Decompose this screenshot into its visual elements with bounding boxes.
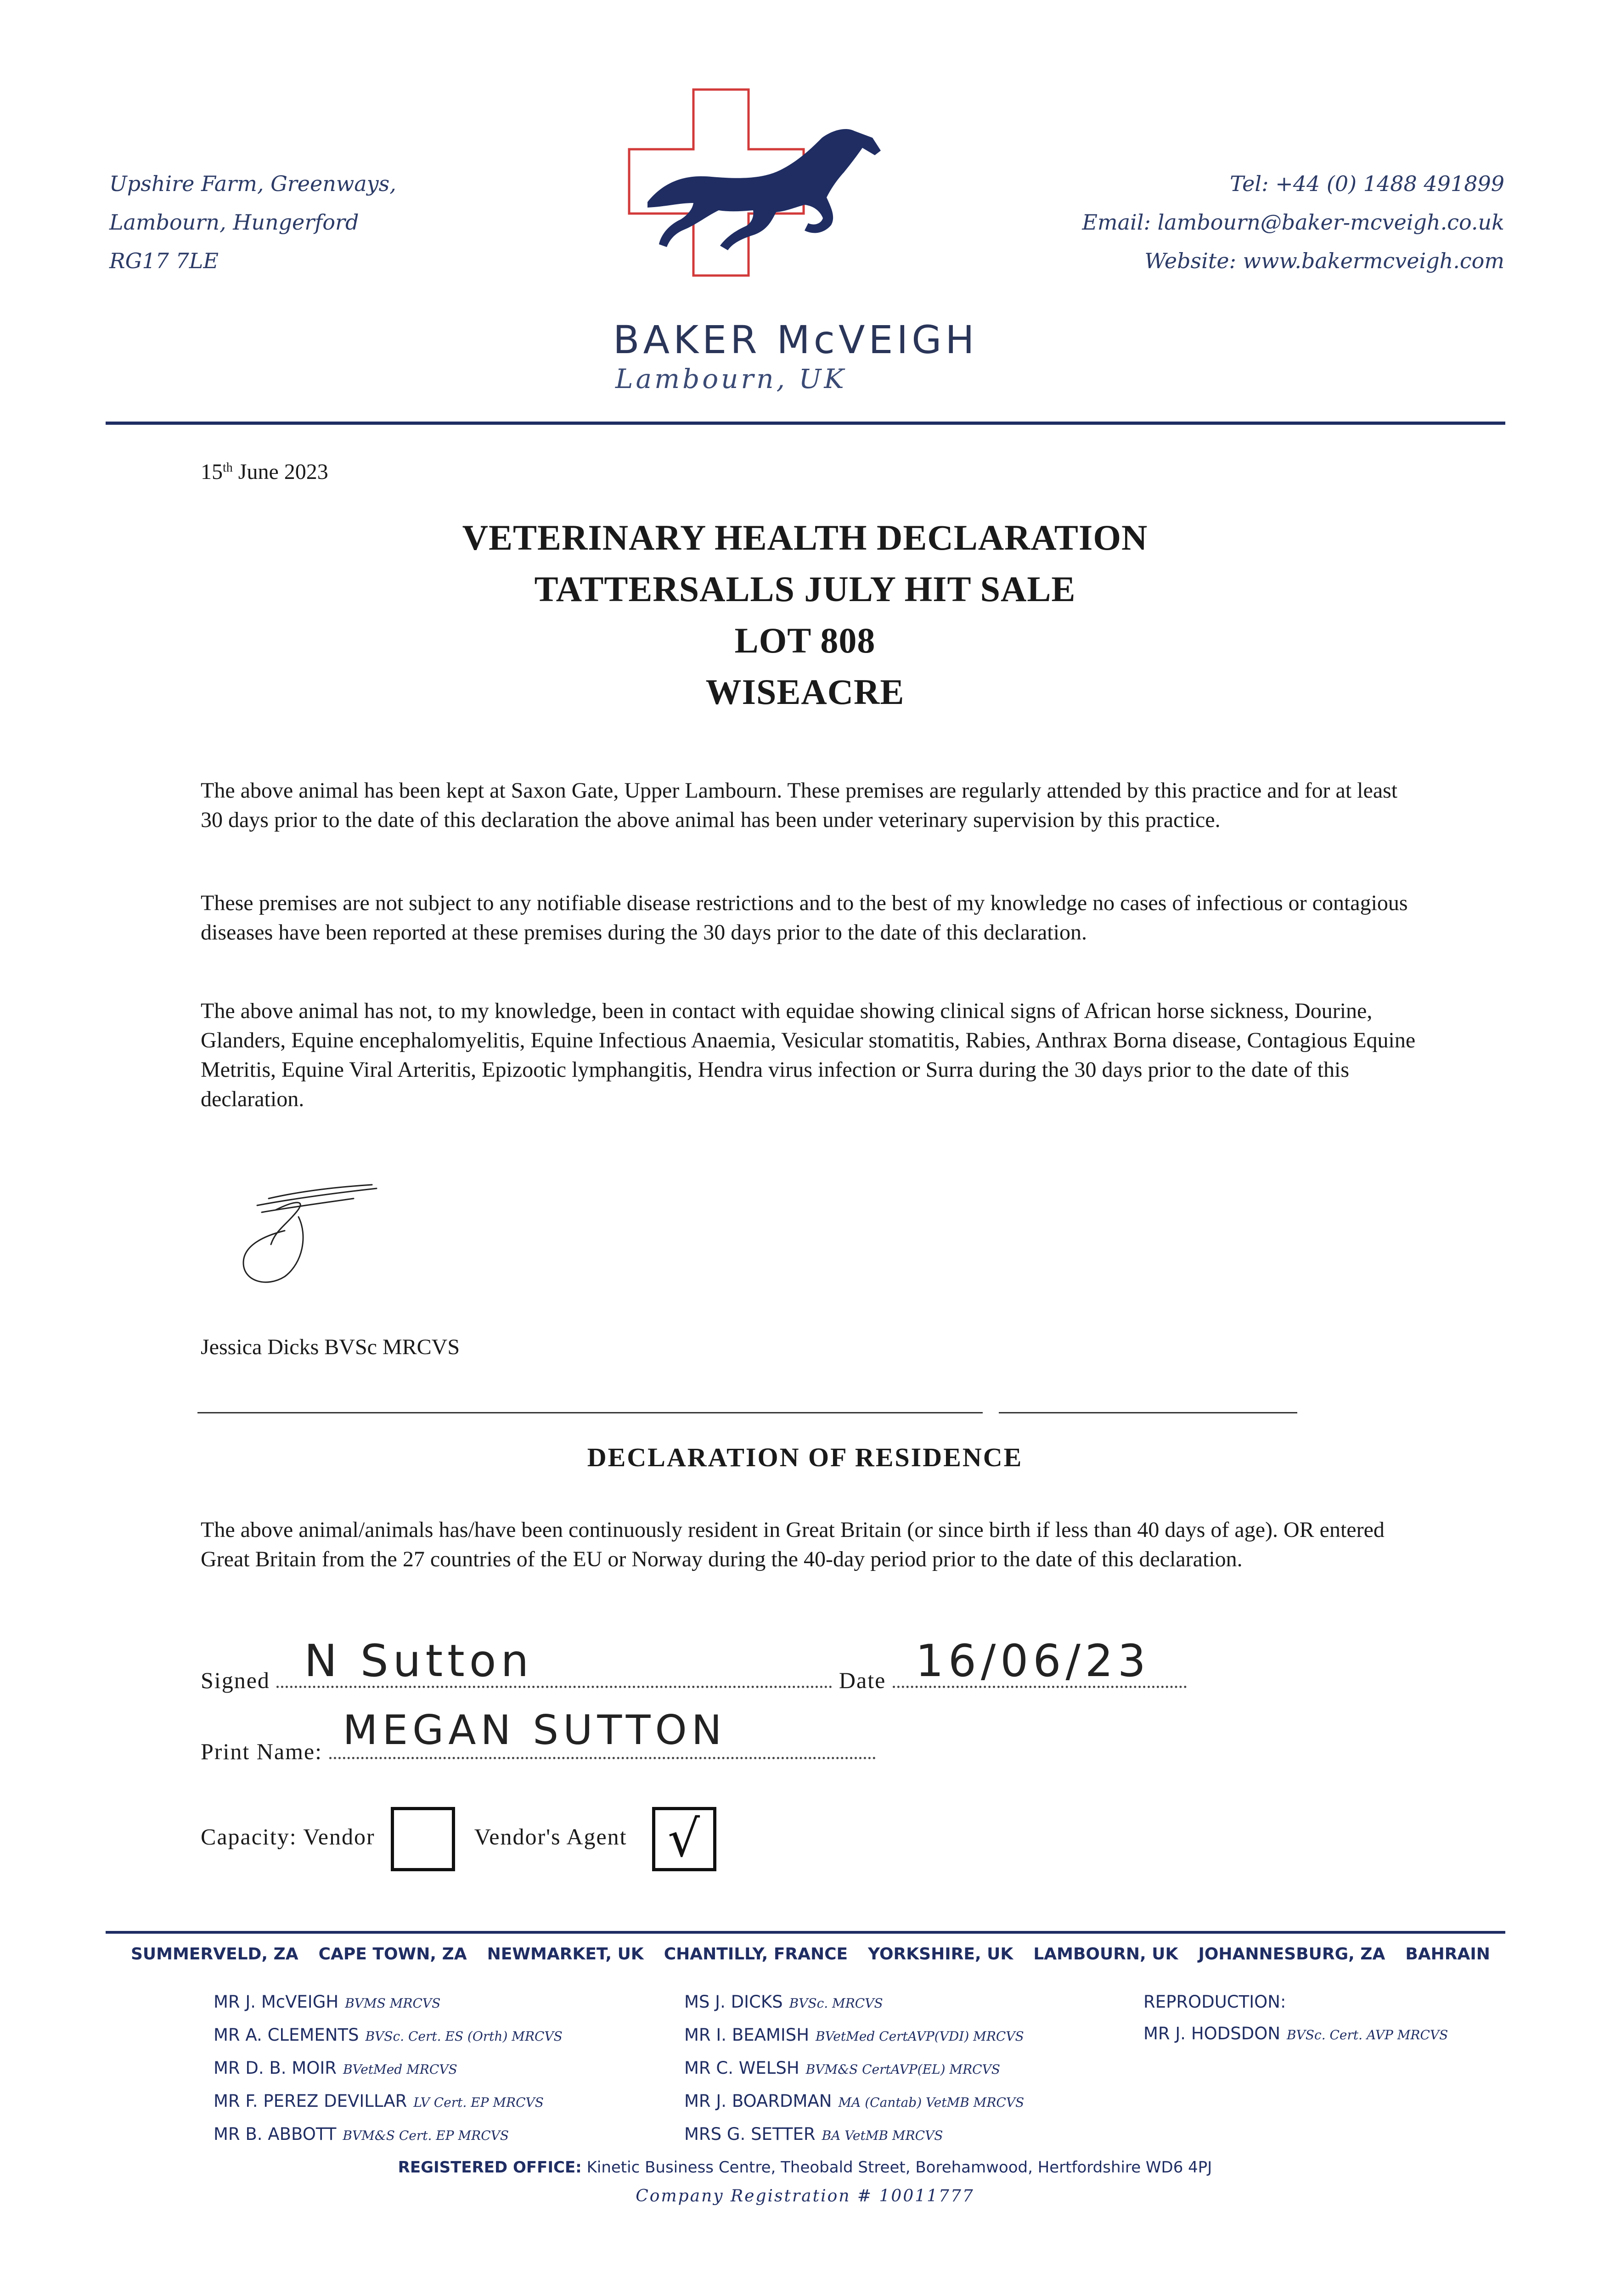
location-item: JOHANNESBURG, ZA xyxy=(1198,1945,1385,1964)
staff-quals: BVSc. Cert. ES (Orth) MRCVS xyxy=(365,2029,563,2044)
document-date xyxy=(201,459,328,484)
staff-quals: LV Cert. EP MRCVS xyxy=(413,2095,544,2110)
registered-office xyxy=(0,2158,1610,2177)
staff-quals: BVSc. MRCVS xyxy=(789,1996,883,2011)
practice-address xyxy=(109,164,523,280)
staff-quals: BA VetMB MRCVS xyxy=(822,2128,943,2143)
checkmark-icon: √ xyxy=(667,1809,701,1868)
location-item: NEWMARKET, UK xyxy=(487,1945,644,1964)
brand-location: Lambourn, UK xyxy=(615,363,847,394)
location-item: CAPE TOWN, ZA xyxy=(318,1945,467,1964)
date-field[interactable] xyxy=(893,1635,1187,1688)
registered-office-address: Kinetic Business Centre, Theobald Street, Borehamwood, Hertfordshire WD6 4PJ xyxy=(586,2158,1212,2177)
signed-row xyxy=(201,1635,1312,1694)
signed-label: Signed xyxy=(201,1667,270,1693)
location-item: LAMBOURN, UK xyxy=(1033,1945,1178,1964)
contact-website: Website: www.bakermcveigh.com xyxy=(1144,248,1504,273)
staff-entry xyxy=(214,2052,563,2085)
baker-mcveigh-logo xyxy=(615,87,983,326)
section-divider xyxy=(197,1412,983,1413)
staff-quals: BVM&S CertAVP(EL) MRCVS xyxy=(805,2062,1000,2077)
contact-email: Email: lambourn@baker-mcveigh.co.uk xyxy=(1082,210,1504,235)
vet-signature xyxy=(216,1166,390,1295)
contact-phone: Tel: +44 (0) 1488 491899 xyxy=(1230,171,1504,196)
address-line-3: RG17 7LE xyxy=(109,248,219,273)
staff-column-reproduction xyxy=(1143,1986,1448,2051)
staff-name: MR A. CLEMENTS xyxy=(214,2025,359,2045)
print-name-row xyxy=(201,1706,917,1765)
capacity-row xyxy=(201,1807,716,1871)
staff-entry xyxy=(1143,2018,1448,2051)
staff-quals: BVMS MRCVS xyxy=(345,1996,441,2011)
brand-block xyxy=(569,317,1029,395)
date-suffix: th xyxy=(223,461,233,475)
office-locations xyxy=(131,1945,1490,1964)
staff-column-2 xyxy=(684,1986,1024,2151)
location-item: BAHRAIN xyxy=(1405,1945,1490,1964)
staff-name: MRS G. SETTER xyxy=(684,2124,816,2144)
location-item: YORKSHIRE, UK xyxy=(868,1945,1013,1964)
staff-name: MR J. BOARDMAN xyxy=(684,2091,832,2111)
company-registration: Company Registration # 10011777 xyxy=(636,2187,974,2206)
staff-name: MR J. HODSDON xyxy=(1143,2024,1281,2043)
vendor-agent-label: Vendor's Agent xyxy=(474,1823,627,1850)
paragraph-contact-diseases: The above animal has not, to my knowledge, been in contact with equidae showing clinical signs of African horse sickness, Dourine, Glanders, Equine encephalomyelitis, Equine Infectious Anaemia, Vesicular stomatitis, Rabies, Anthrax Borna disease, Contagious Equine Metritis, Equine Viral Arteritis, Epizootic lymphangitis, Hendra virus infection or Surra during the 30 days prior to the date of this declaration. xyxy=(201,999,1416,1111)
address-line-1: Upshire Farm, Greenways, xyxy=(109,171,396,196)
staff-quals: MA (Cantab) VetMB MRCVS xyxy=(838,2095,1025,2110)
staff-entry xyxy=(214,2019,563,2052)
signed-handwriting: N Sutton xyxy=(304,1635,534,1687)
staff-name: MR F. PEREZ DEVILLAR xyxy=(214,2091,407,2111)
staff-entry xyxy=(684,2118,1024,2151)
brand-name: BAKER McVEIGH xyxy=(613,317,978,362)
location-item: SUMMERVELD, ZA xyxy=(131,1945,298,1964)
document-title xyxy=(0,512,1610,718)
date-label: Date xyxy=(839,1667,886,1693)
title-line-4: WISEACRE xyxy=(705,672,905,712)
staff-entry xyxy=(684,2085,1024,2118)
staff-entry xyxy=(684,2019,1024,2052)
staff-name: MR C. WELSH xyxy=(684,2058,799,2078)
staff-name: MR J. McVEIGH xyxy=(214,1992,339,2012)
staff-quals: BVetMed MRCVS xyxy=(343,2062,457,2077)
residence-text: The above animal/animals has/have been continuously resident in Great Britain (or since birth if less than 40 days of age). OR entered Great Britain from the 27 countries of the EU or Norway during the 40-day period prior to the date of this declaration. xyxy=(201,1518,1385,1571)
residence-title: DECLARATION OF RESIDENCE xyxy=(587,1442,1023,1472)
header-divider xyxy=(106,422,1505,425)
staff-name: MS J. DICKS xyxy=(684,1992,783,2012)
staff-quals: BVM&S Cert. EP MRCVS xyxy=(343,2128,509,2143)
paragraph-disease-restrictions: These premises are not subject to any notifiable disease restrictions and to the best of my knowledge no cases of infectious or contagious diseases have been reported at these premises during the 30 days prior to the date of this declaration. xyxy=(201,891,1408,945)
staff-entry xyxy=(684,1986,1024,2019)
paragraph-supervision: The above animal has been kept at Saxon Gate, Upper Lambourn. These premises are regularly attended by this practice and for at least 30 days prior to the date of this declaration the above animal has been under veterinary supervision by this practice. xyxy=(201,778,1398,832)
print-name-field[interactable] xyxy=(329,1706,876,1759)
signed-field[interactable] xyxy=(276,1635,832,1688)
print-name-label: Print Name: xyxy=(201,1739,323,1764)
practice-contact xyxy=(953,164,1504,280)
vendor-agent-checkbox[interactable] xyxy=(652,1807,716,1871)
title-line-1: VETERINARY HEALTH DECLARATION xyxy=(462,518,1148,557)
capacity-vendor-label: Capacity: Vendor xyxy=(201,1823,375,1850)
section-divider-right xyxy=(999,1412,1297,1413)
staff-quals: BVetMed CertAVP(VDI) MRCVS xyxy=(816,2029,1024,2044)
date-handwriting: 16/06/23 xyxy=(915,1635,1150,1687)
print-name-handwriting: MEGAN SUTTON xyxy=(343,1706,726,1754)
staff-name: MR I. BEAMISH xyxy=(684,2025,810,2045)
staff-entry xyxy=(214,2085,563,2118)
staff-quals: BVSc. Cert. AVP MRCVS xyxy=(1287,2027,1448,2043)
galloping-horse-icon xyxy=(647,129,881,250)
footer-divider xyxy=(106,1931,1505,1934)
title-line-2: TATTERSALLS JULY HIT SALE xyxy=(534,569,1076,609)
vendor-checkbox[interactable] xyxy=(391,1807,455,1871)
registered-office-label: REGISTERED OFFICE: xyxy=(398,2158,582,2177)
date-month-year: June 2023 xyxy=(238,460,328,484)
staff-column-1 xyxy=(214,1986,563,2151)
title-line-3: LOT 808 xyxy=(734,620,876,660)
staff-name: MR B. ABBOTT xyxy=(214,2124,337,2144)
location-item: CHANTILLY, FRANCE xyxy=(664,1945,848,1964)
date-day: 15 xyxy=(201,460,223,484)
reproduction-label: REPRODUCTION: xyxy=(1143,1992,1286,2012)
staff-name: MR D. B. MOIR xyxy=(214,2058,337,2078)
vet-name: Jessica Dicks BVSc MRCVS xyxy=(201,1335,460,1359)
address-line-2: Lambourn, Hungerford xyxy=(109,210,359,235)
staff-entry xyxy=(214,1986,563,2019)
staff-entry xyxy=(684,2052,1024,2085)
staff-entry xyxy=(214,2118,563,2151)
